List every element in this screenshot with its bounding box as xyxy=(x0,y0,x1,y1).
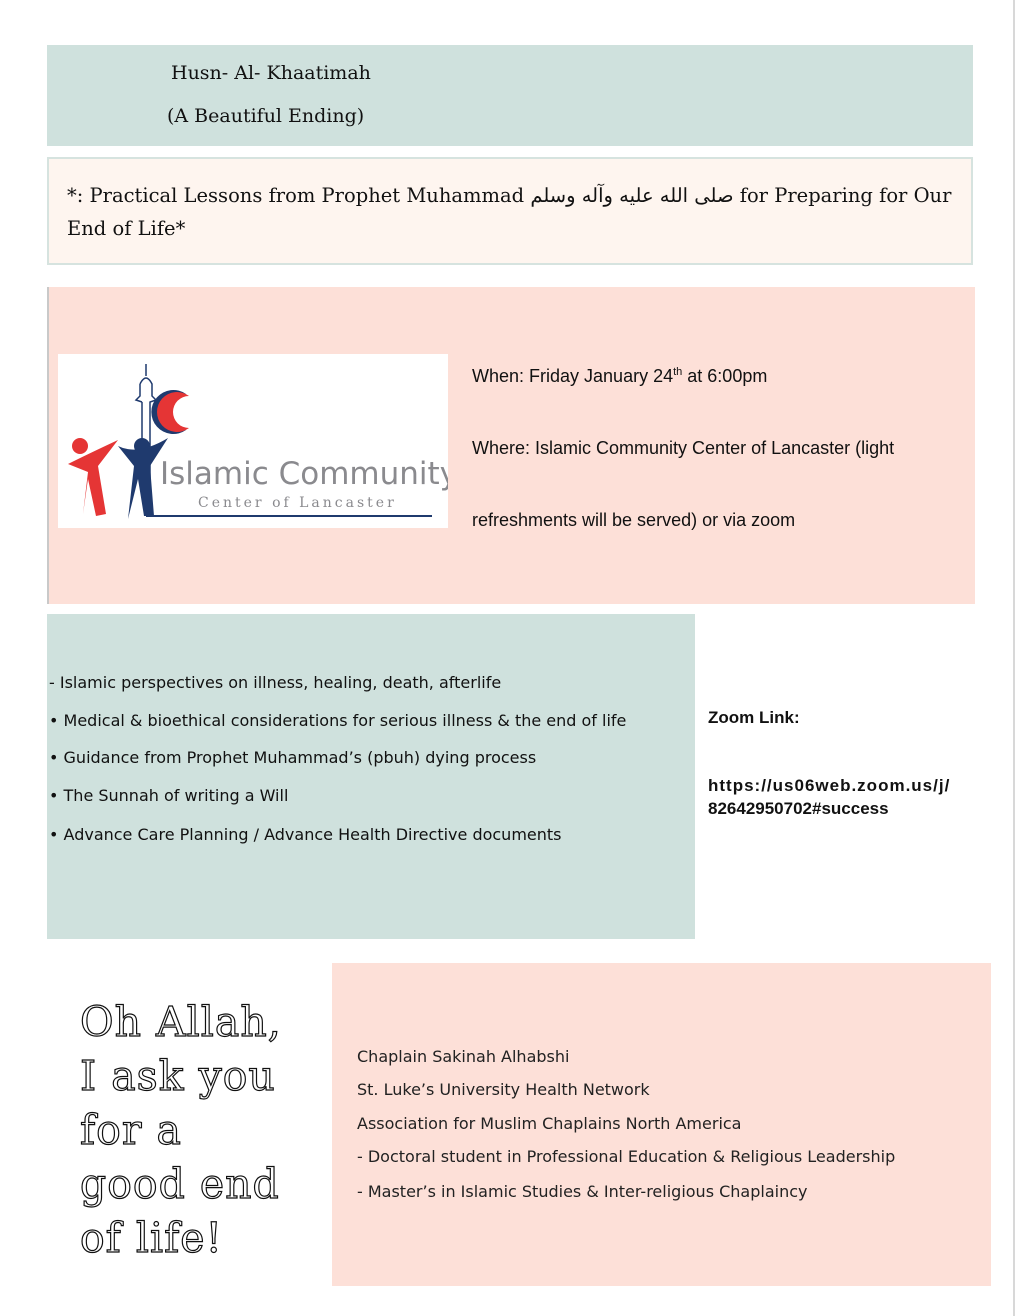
topic-banner xyxy=(47,157,973,265)
event-where-line2: refreshments will be served) or via zoom xyxy=(472,510,796,530)
list-item: - Islamic perspectives on illness, healing, death, afterlife xyxy=(49,673,502,692)
speaker-name: Chaplain Sakinah Alhabshi xyxy=(357,1047,570,1066)
organization-logo xyxy=(58,354,448,528)
event-when: When: Friday January 24th at 6:00pm xyxy=(472,366,768,386)
list-item: • Advance Care Planning / Advance Health Directive documents xyxy=(49,825,562,844)
event-title: Husn- Al- Khaatimah xyxy=(171,62,371,84)
speaker-credential: - Master’s in Islamic Studies & Inter-religious Chaplaincy xyxy=(357,1182,808,1201)
speaker-affiliation: Association for Muslim Chaplains North America xyxy=(357,1114,742,1133)
event-subtitle: (A Beautiful Ending) xyxy=(167,105,365,127)
title-banner xyxy=(47,45,973,146)
list-item: • Medical & bioethical considerations for serious illness & the end of life xyxy=(49,711,627,730)
logo-mosque-people-icon xyxy=(58,354,448,528)
speaker-credential: - Doctoral student in Professional Education & Religious Leadership xyxy=(357,1147,896,1166)
page-edge xyxy=(1013,0,1015,1316)
topic-suffix: for Preparing for Our End of Life* xyxy=(67,184,952,240)
dua-quote: Oh Allah, I ask you for a good end of life! xyxy=(80,998,282,1262)
topic-prefix: *: Practical Lessons from Prophet Muhammad xyxy=(67,184,531,207)
logo-name: Islamic Community xyxy=(160,456,448,492)
event-where-line1: Where: Islamic Community Center of Lancaster (light xyxy=(472,438,895,458)
speaker-panel xyxy=(332,963,991,1286)
zoom-label: Zoom Link: xyxy=(708,708,800,727)
topics-list xyxy=(47,614,695,939)
zoom-info xyxy=(708,706,950,820)
logo-subname: Center of Lancaster xyxy=(198,495,397,511)
topic-arabic: صلى الله عليه وآله وسلم xyxy=(530,184,734,207)
list-item: • The Sunnah of writing a Will xyxy=(49,786,289,805)
speaker-affiliation: St. Luke’s University Health Network xyxy=(357,1080,650,1099)
list-item: • Guidance from Prophet Muhammad’s (pbuh) dying process xyxy=(49,748,537,767)
zoom-link[interactable]: https://us06web.zoom.us/j/ xyxy=(708,776,951,795)
zoom-link-cont[interactable]: 82642950702#success xyxy=(708,799,889,818)
